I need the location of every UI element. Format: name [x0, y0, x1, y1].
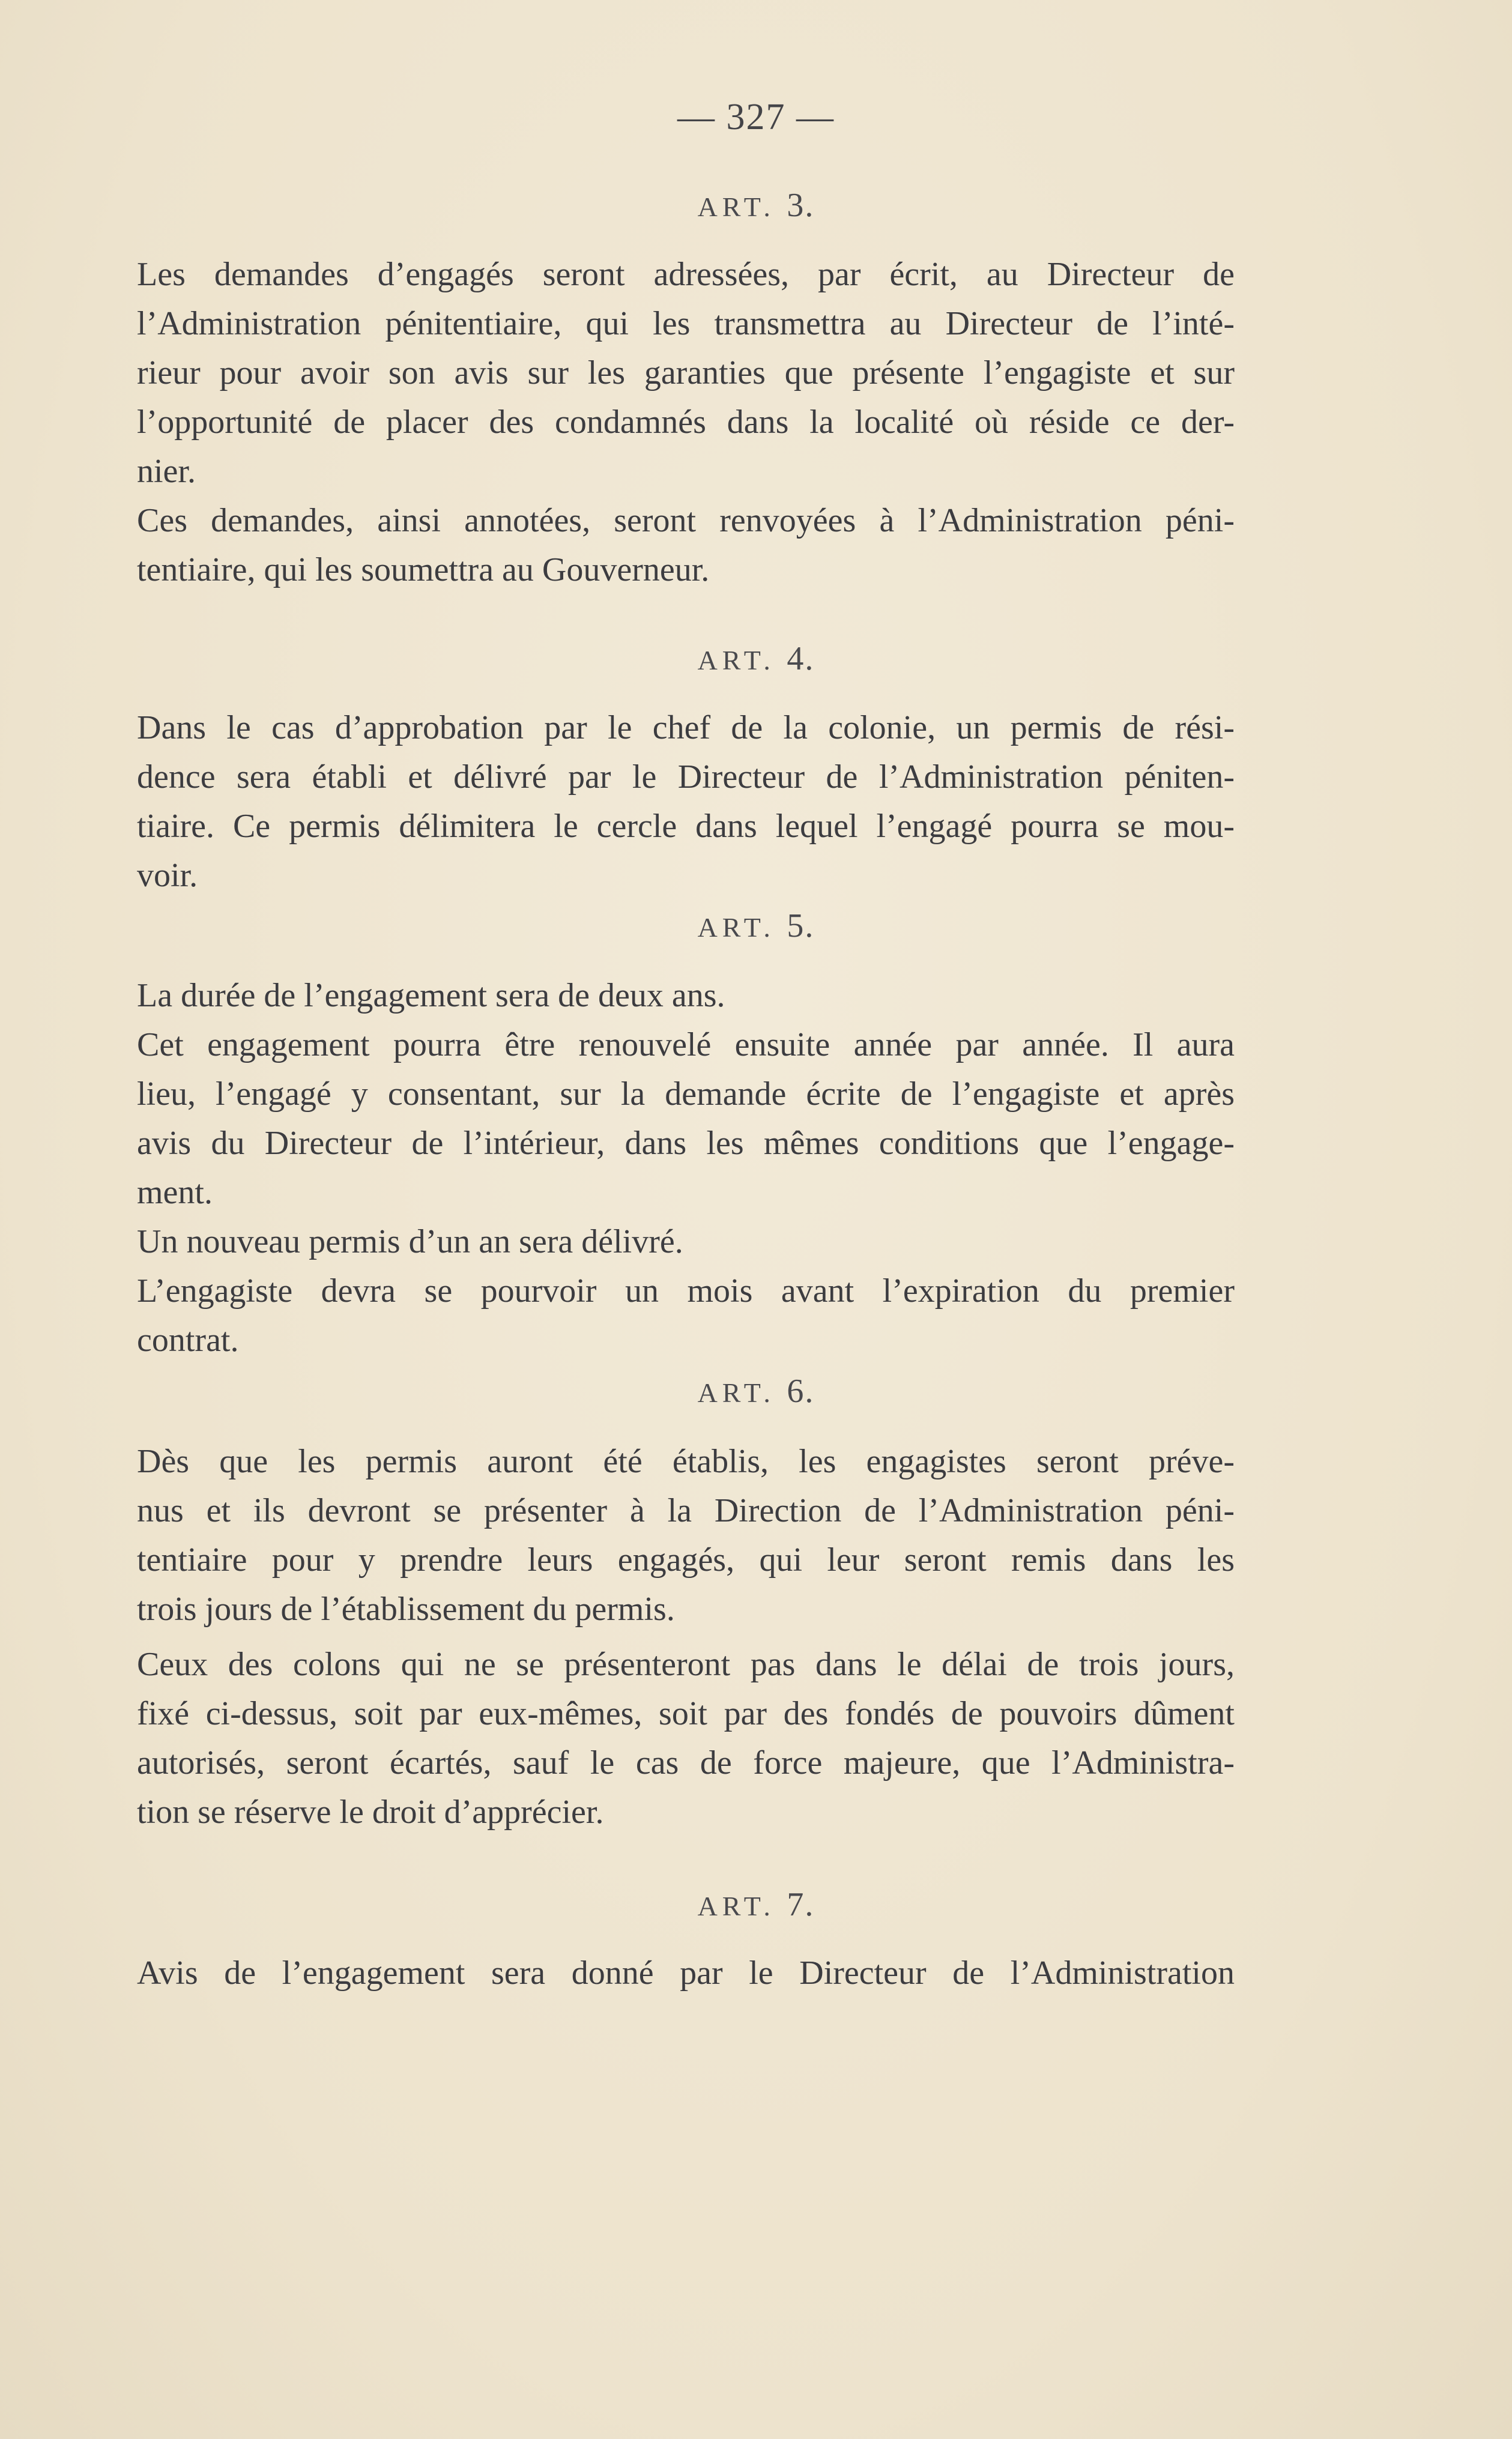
article-number: 5. — [787, 907, 815, 944]
text-line: contrat. — [137, 1322, 239, 1359]
article-label: ART. — [697, 912, 775, 943]
text-line: tiaire. Ce permis délimitera le cercle dans lequel l’engagé pourra se mou- — [137, 808, 1235, 845]
text-line: Ceux des colons qui ne se présenteront pas dans le délai de trois jours, — [137, 1646, 1235, 1683]
text-line: l’Administration pénitentiaire, qui les transmettra au Directeur de l’inté- — [137, 305, 1235, 342]
article-4-heading — [0, 639, 1512, 678]
text-line: La durée de l’engagement sera de deux ans. — [137, 977, 725, 1014]
text-line: Les demandes d’engagés seront adressées, par écrit, au Directeur de — [137, 256, 1235, 293]
text-line: Avis de l’engagement sera donné par le Directeur de l’Administration — [137, 1954, 1235, 1992]
article-number: 7. — [787, 1886, 815, 1923]
text-line: Dès que les permis auront été établis, les engagistes seront préve- — [137, 1443, 1235, 1480]
article-6-heading — [0, 1372, 1512, 1410]
article-7-heading — [0, 1885, 1512, 1924]
text-line: Ces demandes, ainsi annotées, seront renvoyées à l’Administration péni- — [137, 502, 1235, 539]
text-line: L’engagiste devra se pourvoir un mois avant l’expiration du premier — [137, 1272, 1235, 1310]
text-line: tion se réserve le droit d’apprécier. — [137, 1794, 604, 1831]
text-line: Dans le cas d’approbation par le chef de la colonie, un permis de rési- — [137, 709, 1235, 746]
text-line: avis du Directeur de l’intérieur, dans les mêmes conditions que l’engage- — [137, 1125, 1235, 1162]
article-number: 6. — [787, 1373, 815, 1410]
text-line: fixé ci-dessus, soit par eux-mêmes, soit par des fondés de pouvoirs dûment — [137, 1695, 1235, 1732]
text-line: Un nouveau permis d’un an sera délivré. — [137, 1223, 683, 1260]
article-3-heading — [0, 186, 1512, 225]
text-line: dence sera établi et délivré par le Directeur de l’Administration péniten- — [137, 758, 1235, 796]
text-line: rieur pour avoir son avis sur les garanties que présente l’engagiste et sur — [137, 354, 1235, 391]
text-line: tentiaire pour y prendre leurs engagés, qui leur seront remis dans les — [137, 1541, 1235, 1579]
article-label: ART. — [697, 1891, 775, 1921]
text-line: Cet engagement pourra être renouvelé ensuite année par année. Il aura — [137, 1026, 1235, 1063]
text-line: autorisés, seront écartés, sauf le cas de force majeure, que l’Administra- — [137, 1744, 1235, 1782]
text-line: lieu, l’engagé y consentant, sur la demande écrite de l’engagiste et après — [137, 1075, 1235, 1113]
text-line: nier. — [137, 453, 196, 490]
article-number: 4. — [787, 640, 815, 677]
text-line: nus et ils devront se présenter à la Direction de l’Administration péni- — [137, 1492, 1235, 1529]
text-line: ment. — [137, 1174, 213, 1211]
text-line: tentiaire, qui les soumettra au Gouverneur. — [137, 551, 710, 588]
article-label: ART. — [697, 645, 775, 675]
page-number: — 327 — — [677, 97, 835, 138]
article-5-heading — [0, 907, 1512, 945]
text-line: voir. — [137, 857, 198, 894]
article-number: 3. — [787, 187, 815, 224]
article-label: ART. — [697, 192, 775, 222]
text-line: l’opportunité de placer des condamnés dans la localité où réside ce der- — [137, 403, 1235, 441]
article-label: ART. — [697, 1377, 775, 1408]
text-line: trois jours de l’établissement du permis. — [137, 1591, 675, 1628]
